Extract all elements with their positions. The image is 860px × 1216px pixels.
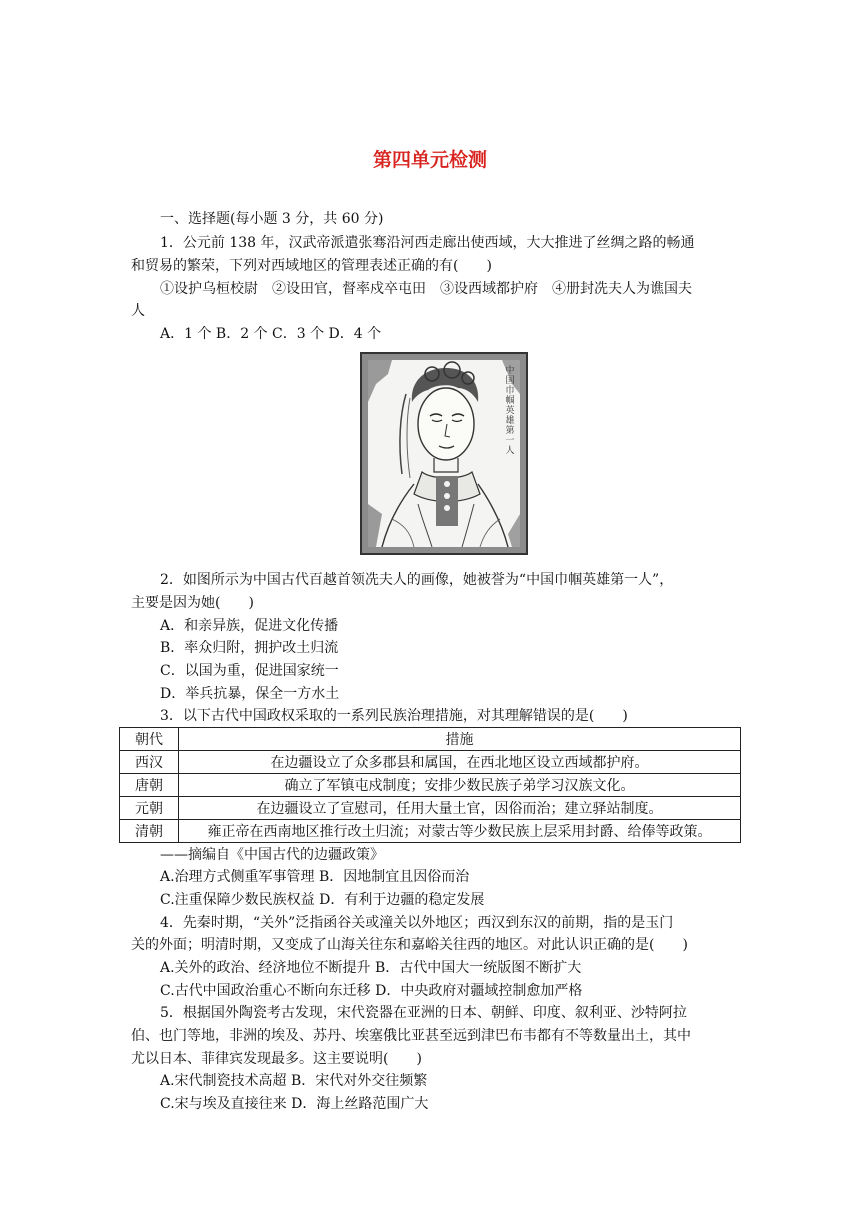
row-measure: 确立了军镇屯戍制度；安排少数民族子弟学习汉族文化。 (179, 774, 741, 797)
table-row (120, 774, 741, 797)
q2-option-c: C．以国为重，促进国家统一 (160, 663, 339, 679)
q3-source: ——摘编自《中国古代的边疆政策》 (160, 847, 384, 863)
row-dynasty: 唐朝 (120, 774, 179, 797)
q4-stem-line2: 关的外面；明清时期，又变成了山海关往东和嘉峪关往西的地区。对此认识正确的是( ) (131, 937, 688, 953)
row-dynasty: 清朝 (120, 820, 179, 843)
row-measure: 雍正帝在西南地区推行改土归流；对蒙古等少数民族上层采用封爵、给俸等政策。 (179, 820, 741, 843)
section-heading: 一、选择题(每小题 3 分，共 60 分) (160, 211, 384, 227)
row-measure: 在边疆设立了众多郡县和属国，在西北地区设立西域都护府。 (179, 751, 741, 774)
q5-stem-line1: 5．根据国外陶瓷考古发现，宋代瓷器在亚洲的日本、朝鲜、印度、叙利亚、沙特阿拉 (160, 1005, 687, 1021)
q3-stem: 3．以下古代中国政权采取的一系列民族治理措施，对其理解错误的是( ) (160, 708, 628, 724)
q3-options-cd: C.注重保障少数民族权益 D．有利于边疆的稳定发展 (160, 892, 485, 908)
q5-options-cd: C.宋与埃及直接往来 D．海上丝路范围广大 (160, 1096, 429, 1112)
q5-stem-line2: 伯、也门等地，非洲的埃及、苏丹、埃塞俄比亚甚至远到津巴布韦都有不等数量出土，其中 (131, 1028, 691, 1044)
q2-option-a: A．和亲异族，促进文化传播 (160, 618, 339, 634)
table-row (120, 820, 741, 843)
q1-options: A．1 个 B．2 个 C．3 个 D．4 个 (160, 326, 382, 342)
portrait-image (360, 352, 528, 555)
page-title: 第四单元检测 (372, 149, 487, 171)
portrait-inscription: 中国巾帼英雄第一人 (505, 366, 515, 456)
q5-options-ab: A.宋代制瓷技术高超 B．宋代对外交往频繁 (160, 1073, 428, 1089)
q4-options-ab: A.关外的政治、经济地位不断提升 B．古代中国大一统版图不断扩大 (160, 960, 582, 976)
q2-option-b: B．率众归附，拥护改土归流 (160, 640, 339, 656)
row-measure: 在边疆设立了宣慰司，任用大量土官，因俗而治；建立驿站制度。 (179, 797, 741, 820)
q3-options-ab: A.治理方式侧重军事管理 B．因地制宜且因俗而治 (160, 869, 470, 885)
q5-stem-line3: 尤以日本、菲律宾发现最多。这主要说明( ) (131, 1051, 422, 1067)
policy-table (119, 727, 741, 843)
q2-option-d: D．举兵抗暴，保全一方水土 (160, 686, 340, 702)
q4-stem-line1: 4．先秦时期，“关外”泛指函谷关或潼关以外地区；西汉到东汉的前期，指的是玉门 (160, 915, 674, 931)
q2-stem-line1: 2．如图所示为中国古代百越首领冼夫人的画像，她被誉为“中国巾帼英雄第一人”， (160, 572, 674, 588)
q1-stem-line2: 和贸易的繁荣，下列对西域地区的管理表述正确的有( ) (131, 258, 492, 274)
q1-stem-line1: 1．公元前 138 年，汉武帝派遣张骞沿河西走廊出使西域，大大推进了丝绸之路的畅通 (160, 235, 695, 251)
q1-items-line2: 人 (131, 303, 145, 319)
table-row (120, 797, 741, 820)
header-dynasty: 朝代 (120, 728, 179, 751)
table-row (120, 751, 741, 774)
row-dynasty: 元朝 (120, 797, 179, 820)
q2-stem-line2: 主要是因为她( ) (131, 595, 254, 611)
table-header-row (120, 728, 741, 751)
header-measures: 措施 (179, 728, 741, 751)
q1-items-line1: ①设护乌桓校尉 ②设田官，督率戍卒屯田 ③设西域都护府 ④册封冼夫人为谯国夫 (160, 281, 692, 297)
portrait-drawing (362, 354, 526, 553)
q4-options-cd: C.古代中国政治重心不断向东迁移 D．中央政府对疆域控制愈加严格 (160, 983, 583, 999)
row-dynasty: 西汉 (120, 751, 179, 774)
